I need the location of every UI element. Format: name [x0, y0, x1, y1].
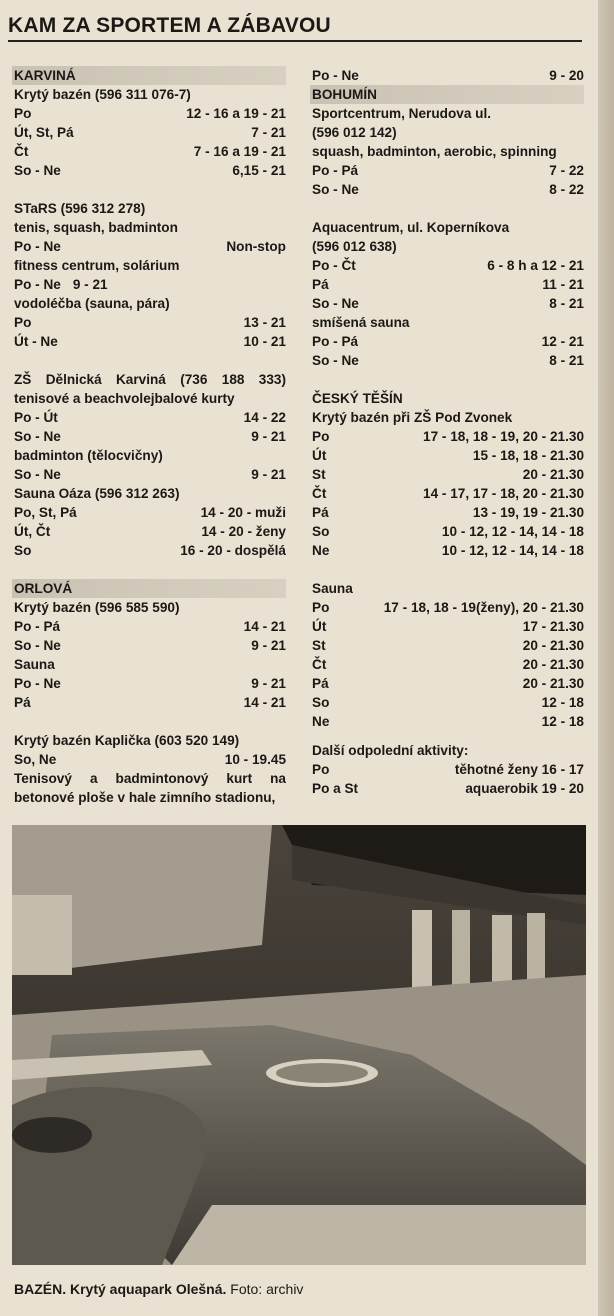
schedule-time: 10 - 19.45	[224, 752, 286, 767]
schedule-day: Po	[312, 600, 330, 615]
schedule-time: 7 - 16 a 19 - 21	[193, 144, 286, 159]
spacer	[312, 560, 584, 579]
schedule	[14, 465, 286, 484]
schedule-time: 9 - 21	[251, 676, 286, 691]
schedule-row	[14, 104, 286, 123]
schedule	[312, 427, 584, 560]
schedule-time: Non-stop	[226, 239, 286, 254]
schedule-row	[14, 142, 286, 161]
aquapark-photo-illustration	[12, 825, 586, 1265]
venue-name: Aquacentrum, ul. Koperníkova	[312, 220, 510, 235]
schedule	[312, 256, 584, 313]
venue-name: Další odpolední aktivity:	[312, 743, 469, 758]
schedule-row	[312, 351, 584, 370]
schedule-day: Po, St, Pá	[14, 505, 77, 520]
schedule-time: 9 - 21	[251, 467, 286, 482]
schedule-time: 9 - 21	[251, 638, 286, 653]
schedule-day: So - Ne	[14, 467, 61, 482]
schedule-time: 20 - 21.30	[522, 638, 584, 653]
schedule-time: 12 - 16 a 19 - 21	[186, 106, 286, 121]
schedule-row	[312, 161, 584, 180]
schedule-day: So - Ne	[312, 182, 359, 197]
schedule-day: Po - Ne	[312, 68, 359, 83]
schedule-day: Po	[312, 429, 330, 444]
spacer	[312, 370, 584, 389]
schedule-row	[312, 712, 584, 731]
schedule-day: Po - Pá	[312, 163, 359, 178]
schedule-day: Po	[312, 762, 330, 777]
schedule-time: 10 - 12, 12 - 14, 14 - 18	[441, 524, 584, 539]
schedule-time: 7 - 21	[251, 125, 286, 140]
schedule-time: 17 - 21.30	[522, 619, 584, 634]
venue-name: STaRS (596 312 278)	[14, 201, 146, 216]
schedule-time: těhotné ženy 16 - 17	[454, 762, 584, 777]
venue-name: Sauna Oáza (596 312 263)	[14, 486, 180, 501]
schedule-row	[312, 503, 584, 522]
venue-phone: (596 012 638)	[312, 239, 397, 254]
schedule	[14, 674, 286, 712]
venue-name: ZŠ Dělnická Karviná (736 188 333) tenisové a beachvolejbalové kurty	[14, 372, 286, 406]
schedule-row	[312, 760, 584, 779]
spacer	[312, 199, 584, 218]
schedule-day: Út	[312, 448, 327, 463]
schedule-row	[14, 275, 286, 294]
schedule-row	[312, 66, 584, 85]
caption-text: BAZÉN. Krytý aquapark Olešná.	[14, 1281, 227, 1297]
caption-credit: Foto: archiv	[230, 1281, 304, 1297]
schedule-row	[312, 294, 584, 313]
schedule-time: 12 - 18	[541, 714, 584, 729]
activity-label: fitness centrum, solárium	[14, 258, 180, 273]
schedule-time: 6 - 8 h a 12 - 21	[487, 258, 584, 273]
schedule-time: 13 - 21	[243, 315, 286, 330]
schedule-day: Čt	[14, 144, 29, 159]
schedule	[312, 760, 584, 798]
spacer	[14, 180, 286, 199]
schedule	[312, 598, 584, 731]
schedule-time: 20 - 21.30	[522, 467, 584, 482]
schedule-row	[312, 674, 584, 693]
schedule-row	[312, 465, 584, 484]
schedule-day: Út, St, Pá	[14, 125, 74, 140]
schedule-row	[312, 180, 584, 199]
schedule-time: 14 - 20 - ženy	[201, 524, 286, 539]
schedule-day: Po - Pá	[312, 334, 359, 349]
activity-label: vodoléčba (sauna, pára)	[14, 296, 170, 311]
venue-name: Sauna	[14, 657, 55, 672]
schedule-row	[312, 617, 584, 636]
schedule-day: Po - Pá	[14, 619, 61, 634]
venue-name: Krytý bazén (596 311 076-7)	[14, 87, 191, 102]
schedule	[312, 66, 584, 85]
city-heading-bohumin: BOHUMÍN	[310, 85, 584, 104]
spacer	[312, 731, 584, 741]
venue-phone: (596 012 142)	[312, 125, 397, 140]
schedule-row	[312, 598, 584, 617]
schedule-row	[14, 674, 286, 693]
venue-name: Krytý bazén při ZŠ Pod Zvonek	[312, 410, 513, 425]
schedule-day: Čt	[312, 657, 327, 672]
schedule-day: Út - Ne	[14, 334, 58, 349]
schedule-day: Ne	[312, 543, 330, 558]
schedule-row	[312, 693, 584, 712]
schedule-day: Út, Čt	[14, 524, 51, 539]
schedule-day: Pá	[312, 676, 329, 691]
schedule-time: 9 - 21	[251, 429, 286, 444]
schedule-day: St	[312, 467, 326, 482]
schedule-day: So - Ne	[312, 353, 359, 368]
schedule-row	[14, 332, 286, 351]
schedule-day: So	[312, 524, 330, 539]
activity-label: squash, badminton, aerobic, spinning	[312, 144, 557, 159]
schedule-time: 14 - 17, 17 - 18, 20 - 21.30	[423, 486, 584, 501]
schedule-day: Po	[14, 106, 32, 121]
city-heading-karvina: KARVINÁ	[12, 66, 286, 85]
schedule-day: So - Ne	[14, 638, 61, 653]
activity-label: tenis, squash, badminton	[14, 220, 178, 235]
schedule-day: So	[312, 695, 330, 710]
schedule-time: 6,15 - 21	[232, 163, 286, 178]
schedule-row	[14, 161, 286, 180]
schedule-row	[14, 503, 286, 522]
title-divider	[8, 40, 582, 42]
schedule-row	[14, 522, 286, 541]
schedule-day: So - Ne	[312, 296, 359, 311]
schedule-row	[14, 313, 286, 332]
schedule-time: 20 - 21.30	[522, 657, 584, 672]
schedule	[14, 237, 286, 256]
schedule-day: St	[312, 638, 326, 653]
schedule-day: Pá	[312, 505, 329, 520]
schedule-time: 17 - 18, 18 - 19, 20 - 21.30	[423, 429, 584, 444]
schedule-time: 16 - 20 - dospělá	[180, 543, 286, 558]
schedule-row	[312, 655, 584, 674]
schedule-time: 7 - 22	[549, 163, 584, 178]
schedule-time: 13 - 19, 19 - 21.30	[472, 505, 584, 520]
schedule-time: 8 - 21	[549, 353, 584, 368]
schedule-row	[14, 750, 286, 769]
schedule-day: Pá	[312, 277, 329, 292]
schedule-time: 14 - 21	[243, 619, 286, 634]
spacer	[14, 560, 286, 579]
schedule-row	[14, 427, 286, 446]
schedule-time: 15 - 18, 18 - 21.30	[472, 448, 584, 463]
schedule-day: Ne	[312, 714, 330, 729]
venue-name: Sauna	[312, 581, 353, 596]
schedule	[312, 161, 584, 199]
schedule-time: 11 - 21	[542, 277, 584, 292]
schedule-day: Po - Čt	[312, 258, 356, 273]
schedule-time: 8 - 22	[549, 182, 584, 197]
schedule-row	[312, 779, 584, 798]
schedule-row	[14, 123, 286, 142]
right-column	[312, 66, 584, 798]
schedule	[14, 275, 286, 294]
city-heading-orlova: ORLOVÁ	[12, 579, 286, 598]
schedule-row	[14, 541, 286, 560]
schedule-day: Po - Ne	[14, 239, 61, 254]
schedule-row	[14, 408, 286, 427]
schedule-row	[14, 237, 286, 256]
schedule-time: 14 - 22	[243, 410, 286, 425]
schedule-row	[312, 636, 584, 655]
schedule-time: 17 - 18, 18 - 19(ženy), 20 - 21.30	[383, 600, 584, 615]
schedule-row	[14, 465, 286, 484]
schedule-row	[14, 693, 286, 712]
schedule-row	[312, 332, 584, 351]
schedule	[14, 750, 286, 769]
activity-label: smíšená sauna	[312, 315, 410, 330]
schedule-row	[312, 484, 584, 503]
city-heading-cesky-tesin: ČESKÝ TĚŠÍN	[312, 391, 403, 406]
schedule	[14, 104, 286, 180]
photo-caption	[14, 1281, 303, 1297]
schedule-day: Po a St	[312, 781, 359, 796]
schedule-day: So - Ne	[14, 429, 61, 444]
schedule-time: 14 - 20 - muži	[200, 505, 286, 520]
schedule-time: 8 - 21	[549, 296, 584, 311]
schedule-time: 9 - 21	[72, 277, 108, 292]
schedule-time: 10 - 12, 12 - 14, 14 - 18	[441, 543, 584, 558]
schedule-day: Pá	[14, 695, 31, 710]
schedule-row	[312, 541, 584, 560]
schedule	[14, 313, 286, 351]
venue-name: Sportcentrum, Nerudova ul.	[312, 106, 492, 121]
schedule-day: Čt	[312, 486, 327, 501]
schedule-time: 14 - 21	[243, 695, 286, 710]
schedule-row	[14, 617, 286, 636]
schedule-day: Út	[312, 619, 327, 634]
schedule-time: 12 - 21	[541, 334, 584, 349]
schedule-time: aquaerobik 19 - 20	[465, 781, 584, 796]
venue-name: Krytý bazén Kaplička (603 520 149)	[14, 733, 240, 748]
schedule-day: Po	[14, 315, 32, 330]
neighbor-column-edge	[598, 0, 614, 1316]
schedule-day: So - Ne	[14, 163, 61, 178]
schedule-day: Po - Út	[14, 410, 58, 425]
spacer	[14, 712, 286, 731]
schedule	[14, 503, 286, 560]
schedule-time: 9 - 20	[549, 68, 584, 83]
schedule-row	[312, 446, 584, 465]
venue-name: Krytý bazén (596 585 590)	[14, 600, 180, 615]
venue-note: Tenisový a badmintonový kurt na betonové ploše v hale zimního stadionu,	[14, 771, 286, 805]
schedule-row	[312, 427, 584, 446]
schedule-day: Po - Ne	[14, 277, 61, 292]
schedule-day: So	[14, 543, 32, 558]
activity-label: badminton (tělocvičny)	[14, 448, 163, 463]
schedule-row	[312, 522, 584, 541]
schedule-time: 10 - 21	[243, 334, 286, 349]
spacer	[14, 351, 286, 370]
schedule	[14, 617, 286, 655]
schedule	[312, 332, 584, 370]
schedule	[14, 408, 286, 446]
schedule-time: 20 - 21.30	[522, 676, 584, 691]
aquapark-photo	[12, 825, 586, 1265]
schedule-row	[312, 256, 584, 275]
schedule-row	[14, 636, 286, 655]
page-title: KAM ZA SPORTEM A ZÁBAVOU	[8, 14, 331, 37]
schedule-day: So, Ne	[14, 752, 57, 767]
schedule-row	[312, 275, 584, 294]
left-column	[14, 66, 286, 807]
schedule-time: 12 - 18	[541, 695, 584, 710]
schedule-day: Po - Ne	[14, 676, 61, 691]
